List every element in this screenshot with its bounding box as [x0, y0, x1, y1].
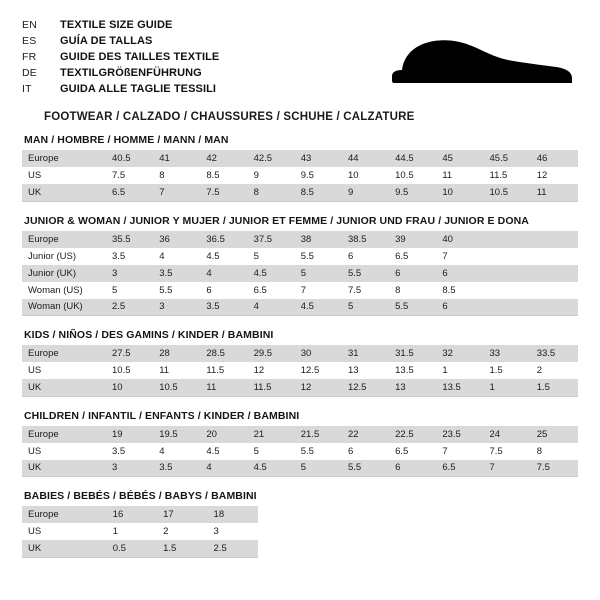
table-row — [22, 167, 578, 184]
size-table — [22, 506, 258, 558]
size-cell: 5.5 — [153, 282, 200, 299]
size-cell: 25 — [531, 426, 578, 443]
size-cell: 5.5 — [342, 460, 389, 477]
size-cell: 6.5 — [436, 460, 483, 477]
size-cell: 2 — [531, 362, 578, 379]
size-cell: 21.5 — [295, 426, 342, 443]
size-cell: 8 — [531, 443, 578, 460]
row-label: Europe — [22, 506, 107, 523]
language-title: GUIDA ALLE TAGLIE TESSILI — [60, 83, 217, 95]
size-table-block-kids — [22, 329, 578, 397]
size-cell: 5 — [295, 265, 342, 282]
table-row — [22, 379, 578, 396]
table-row — [22, 540, 258, 557]
row-label: Junior (US) — [22, 248, 106, 265]
size-cell: 40 — [436, 231, 483, 248]
language-code: EN — [22, 19, 37, 31]
size-cell: 12.5 — [295, 362, 342, 379]
size-cell — [531, 231, 578, 248]
size-cell: 42.5 — [248, 150, 295, 167]
row-label: US — [22, 443, 106, 460]
size-tables — [0, 134, 600, 558]
table-row — [22, 523, 258, 540]
size-cell: 6 — [436, 299, 483, 316]
size-cell: 8.5 — [295, 184, 342, 201]
size-cell: 11.5 — [200, 362, 247, 379]
size-cell: 19 — [106, 426, 153, 443]
size-cell: 10 — [436, 184, 483, 201]
size-cell — [531, 248, 578, 265]
size-cell: 11.5 — [484, 167, 531, 184]
size-cell: 2.5 — [208, 540, 258, 557]
size-cell: 5.5 — [295, 248, 342, 265]
size-cell: 8 — [248, 184, 295, 201]
size-cell: 10 — [342, 167, 389, 184]
size-cell: 13.5 — [389, 362, 436, 379]
size-cell: 1 — [436, 362, 483, 379]
size-cell: 4 — [200, 460, 247, 477]
size-cell: 9.5 — [389, 184, 436, 201]
table-row — [22, 282, 578, 299]
size-cell: 44.5 — [389, 150, 436, 167]
size-cell: 11.5 — [248, 379, 295, 396]
size-cell: 12 — [295, 379, 342, 396]
size-cell: 28.5 — [200, 345, 247, 362]
size-cell — [484, 231, 531, 248]
language-code: IT — [22, 83, 32, 95]
size-cell: 30 — [295, 345, 342, 362]
size-cell: 5.5 — [295, 443, 342, 460]
size-cell: 10.5 — [389, 167, 436, 184]
size-cell: 3.5 — [153, 460, 200, 477]
size-cell: 5 — [106, 282, 153, 299]
size-cell: 4.5 — [295, 299, 342, 316]
row-label: Europe — [22, 426, 106, 443]
size-cell: 1.5 — [531, 379, 578, 396]
table-row — [22, 506, 258, 523]
size-cell: 3 — [208, 523, 258, 540]
size-table — [22, 150, 578, 202]
size-cell: 36.5 — [200, 231, 247, 248]
size-cell: 39 — [389, 231, 436, 248]
size-cell: 18 — [208, 506, 258, 523]
size-cell: 31.5 — [389, 345, 436, 362]
size-cell: 9 — [248, 167, 295, 184]
size-cell — [484, 248, 531, 265]
size-cell: 4.5 — [248, 265, 295, 282]
size-cell: 3.5 — [106, 248, 153, 265]
size-cell: 7.5 — [106, 167, 153, 184]
size-cell: 33.5 — [531, 345, 578, 362]
size-cell: 8 — [389, 282, 436, 299]
size-cell: 11 — [531, 184, 578, 201]
size-cell: 38.5 — [342, 231, 389, 248]
dress-shoe-icon — [386, 24, 576, 94]
size-cell: 6.5 — [248, 282, 295, 299]
size-cell: 17 — [157, 506, 207, 523]
size-cell: 7 — [295, 282, 342, 299]
size-cell: 4 — [153, 248, 200, 265]
size-table-title: CHILDREN / INFANTIL / ENFANTS / KINDER / BAMBINI — [24, 409, 300, 422]
size-cell: 33 — [484, 345, 531, 362]
row-label: UK — [22, 460, 106, 477]
size-cell: 37.5 — [248, 231, 295, 248]
size-cell: 11 — [153, 362, 200, 379]
size-cell — [531, 299, 578, 316]
size-cell: 36 — [153, 231, 200, 248]
size-cell: 13.5 — [436, 379, 483, 396]
size-cell: 7 — [436, 248, 483, 265]
language-code: FR — [22, 51, 37, 63]
size-table-block-man — [22, 134, 578, 202]
size-cell: 27.5 — [106, 345, 153, 362]
size-cell: 2 — [157, 523, 207, 540]
size-cell: 1 — [484, 379, 531, 396]
size-cell — [484, 282, 531, 299]
size-cell: 4.5 — [200, 443, 247, 460]
size-cell: 45 — [436, 150, 483, 167]
size-cell: 20 — [200, 426, 247, 443]
size-cell: 3 — [106, 265, 153, 282]
size-cell: 19.5 — [153, 426, 200, 443]
size-cell: 0.5 — [107, 540, 157, 557]
size-cell: 5 — [342, 299, 389, 316]
size-cell: 31 — [342, 345, 389, 362]
size-table-wrap — [22, 231, 578, 317]
size-cell: 4.5 — [200, 248, 247, 265]
size-cell: 41 — [153, 150, 200, 167]
size-cell: 40.5 — [106, 150, 153, 167]
row-label: UK — [22, 379, 106, 396]
row-label: Europe — [22, 345, 106, 362]
row-label: US — [22, 523, 107, 540]
table-row — [22, 265, 578, 282]
size-cell: 13 — [389, 379, 436, 396]
size-cell: 3 — [106, 460, 153, 477]
size-cell: 43 — [295, 150, 342, 167]
size-cell: 1.5 — [484, 362, 531, 379]
size-table-block-babies — [22, 490, 578, 558]
size-cell: 4.5 — [248, 460, 295, 477]
size-cell: 10.5 — [106, 362, 153, 379]
size-cell: 6 — [436, 265, 483, 282]
size-table-wrap — [22, 506, 578, 558]
size-cell: 42 — [200, 150, 247, 167]
language-title: TEXTILE SIZE GUIDE — [60, 19, 173, 31]
size-table-wrap — [22, 345, 578, 397]
size-cell: 29.5 — [248, 345, 295, 362]
size-cell: 5.5 — [342, 265, 389, 282]
size-cell: 6.5 — [389, 443, 436, 460]
size-cell — [531, 282, 578, 299]
row-label: Woman (UK) — [22, 299, 106, 316]
size-cell: 45.5 — [484, 150, 531, 167]
size-cell: 6 — [342, 248, 389, 265]
size-cell: 44 — [342, 150, 389, 167]
size-cell: 3 — [153, 299, 200, 316]
size-table — [22, 345, 578, 397]
page-header — [0, 0, 600, 123]
size-cell: 7 — [153, 184, 200, 201]
size-cell: 5.5 — [389, 299, 436, 316]
size-table — [22, 426, 578, 478]
row-label: Europe — [22, 150, 106, 167]
size-cell: 7 — [484, 460, 531, 477]
size-cell: 8.5 — [200, 167, 247, 184]
size-cell: 7.5 — [484, 443, 531, 460]
size-cell: 12 — [531, 167, 578, 184]
size-cell — [484, 265, 531, 282]
language-code: DE — [22, 67, 37, 79]
size-cell: 6.5 — [389, 248, 436, 265]
size-cell: 4 — [153, 443, 200, 460]
size-cell: 7.5 — [200, 184, 247, 201]
size-table — [22, 231, 578, 317]
size-table-wrap — [22, 426, 578, 478]
size-table-title: KIDS / NIÑOS / DES GAMINS / KINDER / BAMBINI — [24, 329, 274, 341]
table-row — [22, 345, 578, 362]
size-cell: 12 — [248, 362, 295, 379]
size-cell — [484, 299, 531, 316]
size-cell: 23.5 — [436, 426, 483, 443]
size-table-wrap — [22, 150, 578, 202]
table-row — [22, 426, 578, 443]
size-cell: 4 — [200, 265, 247, 282]
size-cell: 3.5 — [106, 443, 153, 460]
size-cell: 10.5 — [153, 379, 200, 396]
size-cell: 32 — [436, 345, 483, 362]
size-cell: 1.5 — [157, 540, 207, 557]
size-cell: 11 — [436, 167, 483, 184]
size-table-block-junior-woman — [22, 215, 578, 317]
row-label: US — [22, 362, 106, 379]
table-row — [22, 460, 578, 477]
size-table-title: JUNIOR & WOMAN / JUNIOR Y MUJER / JUNIOR ET FEMME / JUNIOR UND FRAU / JUNIOR E DONA — [24, 214, 529, 227]
row-label: UK — [22, 540, 107, 557]
language-code: ES — [22, 35, 37, 47]
size-cell: 7.5 — [342, 282, 389, 299]
size-cell: 4 — [248, 299, 295, 316]
size-cell: 28 — [153, 345, 200, 362]
table-row — [22, 231, 578, 248]
size-cell: 8.5 — [436, 282, 483, 299]
size-cell: 5 — [248, 443, 295, 460]
size-cell: 11 — [200, 379, 247, 396]
size-cell: 38 — [295, 231, 342, 248]
row-label: Junior (UK) — [22, 265, 106, 282]
size-cell: 46 — [531, 150, 578, 167]
page-title: FOOTWEAR / CALZADO / CHAUSSURES / SCHUHE / CALZATURE — [44, 111, 415, 123]
size-cell: 3.5 — [200, 299, 247, 316]
size-cell: 6 — [389, 460, 436, 477]
size-cell: 7 — [436, 443, 483, 460]
size-cell: 6 — [389, 265, 436, 282]
language-title: GUIDE DES TAILLES TEXTILE — [60, 51, 220, 63]
size-cell: 1 — [107, 523, 157, 540]
language-title: TEXTILGRÖßENFÜHRUNG — [60, 67, 202, 79]
size-cell: 22 — [342, 426, 389, 443]
size-cell: 13 — [342, 362, 389, 379]
size-cell: 3.5 — [153, 265, 200, 282]
row-label: Europe — [22, 231, 106, 248]
size-cell: 10 — [106, 379, 153, 396]
size-cell: 2.5 — [106, 299, 153, 316]
size-cell: 6 — [342, 443, 389, 460]
table-row — [22, 299, 578, 316]
size-cell: 5 — [248, 248, 295, 265]
table-row — [22, 248, 578, 265]
language-title: GUÍA DE TALLAS — [60, 35, 153, 47]
size-cell: 6 — [200, 282, 247, 299]
size-cell: 21 — [248, 426, 295, 443]
size-cell: 16 — [107, 506, 157, 523]
size-cell: 9 — [342, 184, 389, 201]
size-cell: 6.5 — [106, 184, 153, 201]
size-table-title: MAN / HOMBRE / HOMME / MANN / MAN — [24, 134, 229, 146]
size-cell: 9.5 — [295, 167, 342, 184]
table-row — [22, 184, 578, 201]
size-table-title: BABIES / BEBÉS / BÉBÉS / BABYS / BAMBINI — [24, 490, 257, 502]
size-cell: 12.5 — [342, 379, 389, 396]
table-row — [22, 443, 578, 460]
size-cell — [531, 265, 578, 282]
size-cell: 22.5 — [389, 426, 436, 443]
size-table-block-children — [22, 410, 578, 478]
size-cell: 5 — [295, 460, 342, 477]
size-cell: 35.5 — [106, 231, 153, 248]
size-cell: 8 — [153, 167, 200, 184]
table-row — [22, 150, 578, 167]
row-label: US — [22, 167, 106, 184]
size-cell: 7.5 — [531, 460, 578, 477]
row-label: UK — [22, 184, 106, 201]
size-cell: 24 — [484, 426, 531, 443]
row-label: Woman (US) — [22, 282, 106, 299]
table-row — [22, 362, 578, 379]
size-cell: 10.5 — [484, 184, 531, 201]
